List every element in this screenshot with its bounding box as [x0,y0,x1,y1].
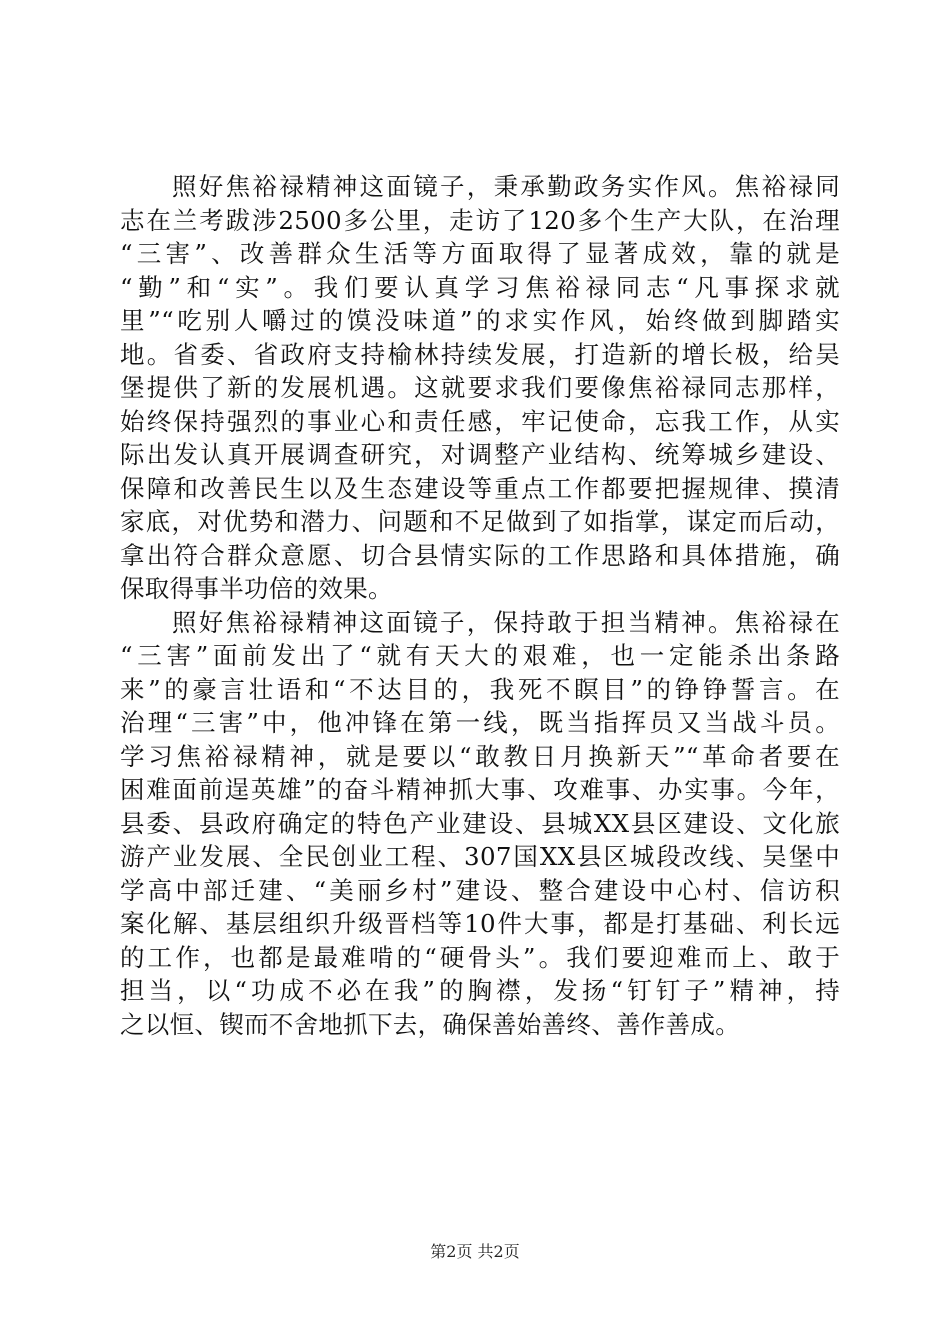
text-line: “三害”、改善群众生活等方面取得了显著成效，靠的就是 [120,239,840,268]
text-line: 志在兰考跋涉2500多公里，走访了120多个生产大队，在治理 [120,205,840,235]
text-line: 来”的豪言壮语和“不达目的，我死不瞑目”的铮铮誓言。在 [120,674,840,704]
text-line: “勤”和“实”。我们要认真学习焦裕禄同志“凡事探求就 [120,272,840,302]
paragraph-1 [120,170,840,606]
text-line: 游产业发展、全民创业工程、307国XX县区城段改线、吴堡中 [120,842,841,871]
text-line: 际出发认真开展调查研究，对调整产业结构、统筹城乡建设、 [120,440,840,469]
body-text [120,170,840,1041]
text-line: 家底，对优势和潜力、问题和不足做到了如指掌，谋定而后动， [120,507,840,536]
text-line: 学习焦裕禄精神，就是要以“敢教日月换新天”“革命者要在 [120,741,840,771]
text-line: 堡提供了新的发展机遇。这就要求我们要像焦裕禄同志那样， [120,373,840,402]
text-line: 地。省委、省政府支持榆林持续发展，打造新的增长极，给吴 [120,339,840,369]
page-number-footer: 第2页 共2页 [430,1242,520,1261]
text-line: 困难面前逞英雄”的奋斗精神抓大事、攻难事、办实事。今年， [120,775,840,804]
text-line: 担当，以“功成不必在我”的胸襟，发扬“钉钉子”精神，持 [120,976,840,1005]
text-line: 照好焦裕禄精神这面镜子，保持敢于担当精神。焦裕禄在 [172,607,840,637]
text-line: “三害”面前发出了“就有天大的艰难，也一定能杀出条路 [120,641,840,670]
text-line: 学高中部迁建、“美丽乡村”建设、整合建设中心村、信访积 [120,875,840,905]
text-line: 县委、县政府确定的特色产业建设、县城XX县区建设、文化旅 [120,808,840,838]
text-line: 案化解、基层组织升级晋档等10件大事，都是打基础、利长远 [120,909,840,938]
text-line: 保障和改善民生以及生态建设等重点工作都要把握规律、摸清 [120,473,840,503]
text-line: 保取得事半功倍的效果。 [120,574,393,603]
text-line: 治理“三害”中，他冲锋在第一线，既当指挥员又当战斗员。 [120,708,840,737]
text-line: 里”“吃别人嚼过的馍没味道”的求实作风，始终做到脚踏实 [120,306,840,335]
text-line: 始终保持强烈的事业心和责任感，牢记使命，忘我工作，从实 [120,406,840,436]
text-line: 的工作，也都是最难啃的“硬骨头”。我们要迎难而上、敢于 [120,942,840,972]
text-line: 照好焦裕禄精神这面镜子，秉承勤政务实作风。焦裕禄同 [172,172,840,201]
paragraph-2 [120,606,840,1042]
text-line: 之以恒、锲而不舍地抓下去，确保善始善终、善作善成。 [120,1009,740,1039]
text-line: 拿出符合群众意愿、切合县情实际的工作思路和具体措施，确 [120,540,840,570]
